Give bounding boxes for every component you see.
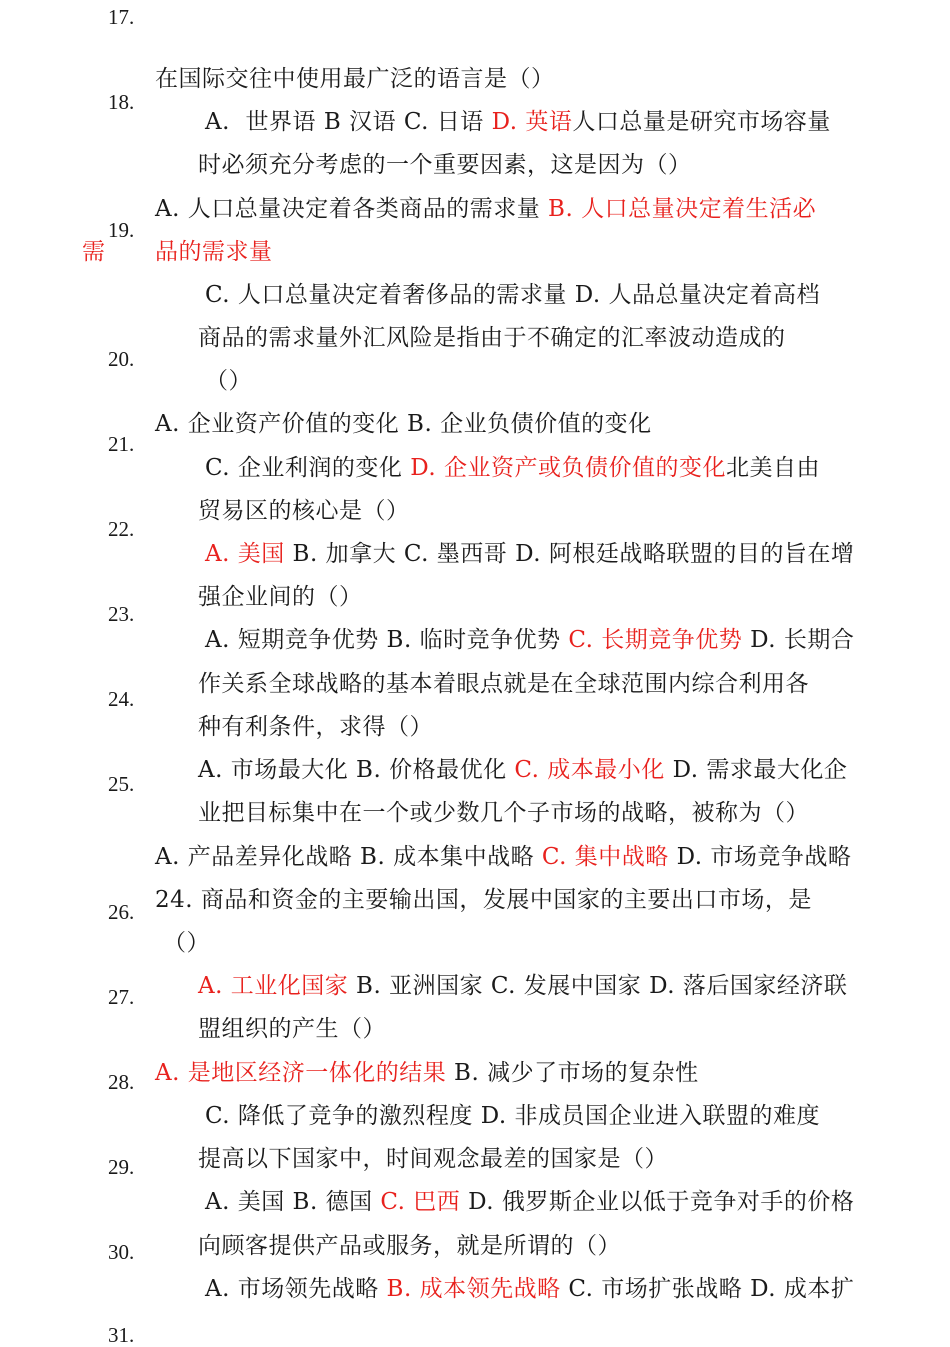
question-line: 业把目标集中在一个或少数几个子市场的战略，被称为（）: [198, 800, 809, 826]
question-line: 作关系全球战略的基本着眼点就是在全球范围内综合利用各: [198, 671, 809, 697]
answer-highlight: C. 长期竞争优势: [568, 627, 743, 653]
question-line: 向顾客提供产品或服务，就是所谓的（）: [198, 1233, 621, 1259]
question-line: 盟组织的产生（）: [198, 1016, 386, 1042]
option-line: A. 市场最大化 B. 价格最优化 C. 成本最小化 D. 需求最大化企: [198, 757, 848, 783]
question-number: 19.: [108, 218, 135, 242]
option-line: A. 人口总量决定着各类商品的需求量 B. 人口总量决定着生活必: [155, 196, 817, 222]
option-line: A. 企业资产价值的变化 B. 企业负债价值的变化: [155, 411, 652, 437]
option-line: A. 工业化国家 B. 亚洲国家 C. 发展中国家 D. 落后国家经济联: [198, 973, 848, 999]
answer-highlight: 需: [82, 239, 106, 265]
question-number: 17.: [108, 5, 135, 29]
option-line: A. 市场领先战略 B. 成本领先战略 C. 市场扩张战略 D. 成本扩: [205, 1276, 855, 1302]
option-line: C. 降低了竞争的激烈程度 D. 非成员国企业进入联盟的难度: [205, 1103, 820, 1129]
question-number: 30.: [108, 1240, 135, 1264]
question-number: 23.: [108, 602, 135, 626]
option-line: A. 短期竞争优势 B. 临时竞争优势 C. 长期竞争优势 D. 长期合: [205, 627, 855, 653]
question-line: 强企业间的（）: [198, 584, 363, 610]
question-number: 26.: [108, 900, 135, 924]
question-line: 贸易区的核心是（）: [198, 498, 410, 524]
question-line: （）: [163, 930, 210, 956]
question-number: 29.: [108, 1155, 135, 1179]
option-line: A. 世界语 B 汉语 C. 日语 D. 英语人口总量是研究市场容量: [205, 109, 831, 135]
option-line: C. 人口总量决定着奢侈品的需求量 D. 人品总量决定着高档: [205, 282, 820, 308]
answer-highlight: B. 成本领先战略: [386, 1276, 561, 1302]
question-number: 18.: [108, 90, 135, 114]
question-number: 24.: [108, 687, 135, 711]
question-number: 25.: [108, 772, 135, 796]
question-line: 商品的需求量外汇风险是指由于不确定的汇率波动造成的: [198, 325, 786, 351]
option-line: A. 是地区经济一体化的结果 B. 减少了市场的复杂性: [155, 1060, 699, 1086]
answer-highlight: B. 人口总量决定着生活必: [548, 196, 817, 222]
question-number: 27.: [108, 985, 135, 1009]
option-line: A. 美国 B. 加拿大 C. 墨西哥 D. 阿根廷战略联盟的目的旨在增: [205, 541, 855, 567]
question-line: 在国际交往中使用最广泛的语言是（）: [155, 66, 555, 92]
question-number: 22.: [108, 517, 135, 541]
answer-highlight: C. 集中战略: [541, 844, 669, 870]
question-number: 21.: [108, 432, 135, 456]
answer-highlight: C. 成本最小化: [514, 757, 665, 783]
question-line: 24. 商品和资金的主要输出国，发展中国家的主要出口市场，是: [155, 887, 812, 913]
option-line: A. 产品差异化战略 B. 成本集中战略 C. 集中战略 D. 市场竞争战略: [155, 844, 852, 870]
answer-highlight: A. 工业化国家: [198, 973, 349, 999]
answer-highlight: 品的需求量: [155, 239, 273, 265]
question-line: 种有利条件，求得（）: [198, 714, 433, 740]
question-line: 时必须充分考虑的一个重要因素，这是因为（）: [198, 152, 692, 178]
option-line: A. 美国 B. 德国 C. 巴西 D. 俄罗斯企业以低于竞争对手的价格: [205, 1189, 855, 1215]
question-number: 28.: [108, 1070, 135, 1094]
answer-highlight: C. 巴西: [380, 1189, 461, 1215]
option-line: C. 企业利润的变化 D. 企业资产或负债价值的变化北美自由: [205, 455, 820, 481]
question-line: 提高以下国家中，时间观念最差的国家是（）: [198, 1146, 668, 1172]
answer-highlight: D. 英语: [491, 109, 573, 135]
question-line: （）: [205, 368, 252, 394]
answer-highlight: D. 企业资产或负债价值的变化: [410, 455, 726, 481]
question-number: 20.: [108, 347, 135, 371]
question-number: 31.: [108, 1323, 135, 1347]
answer-highlight: A. 是地区经济一体化的结果: [155, 1060, 447, 1086]
answer-highlight: A. 美国: [205, 541, 285, 567]
